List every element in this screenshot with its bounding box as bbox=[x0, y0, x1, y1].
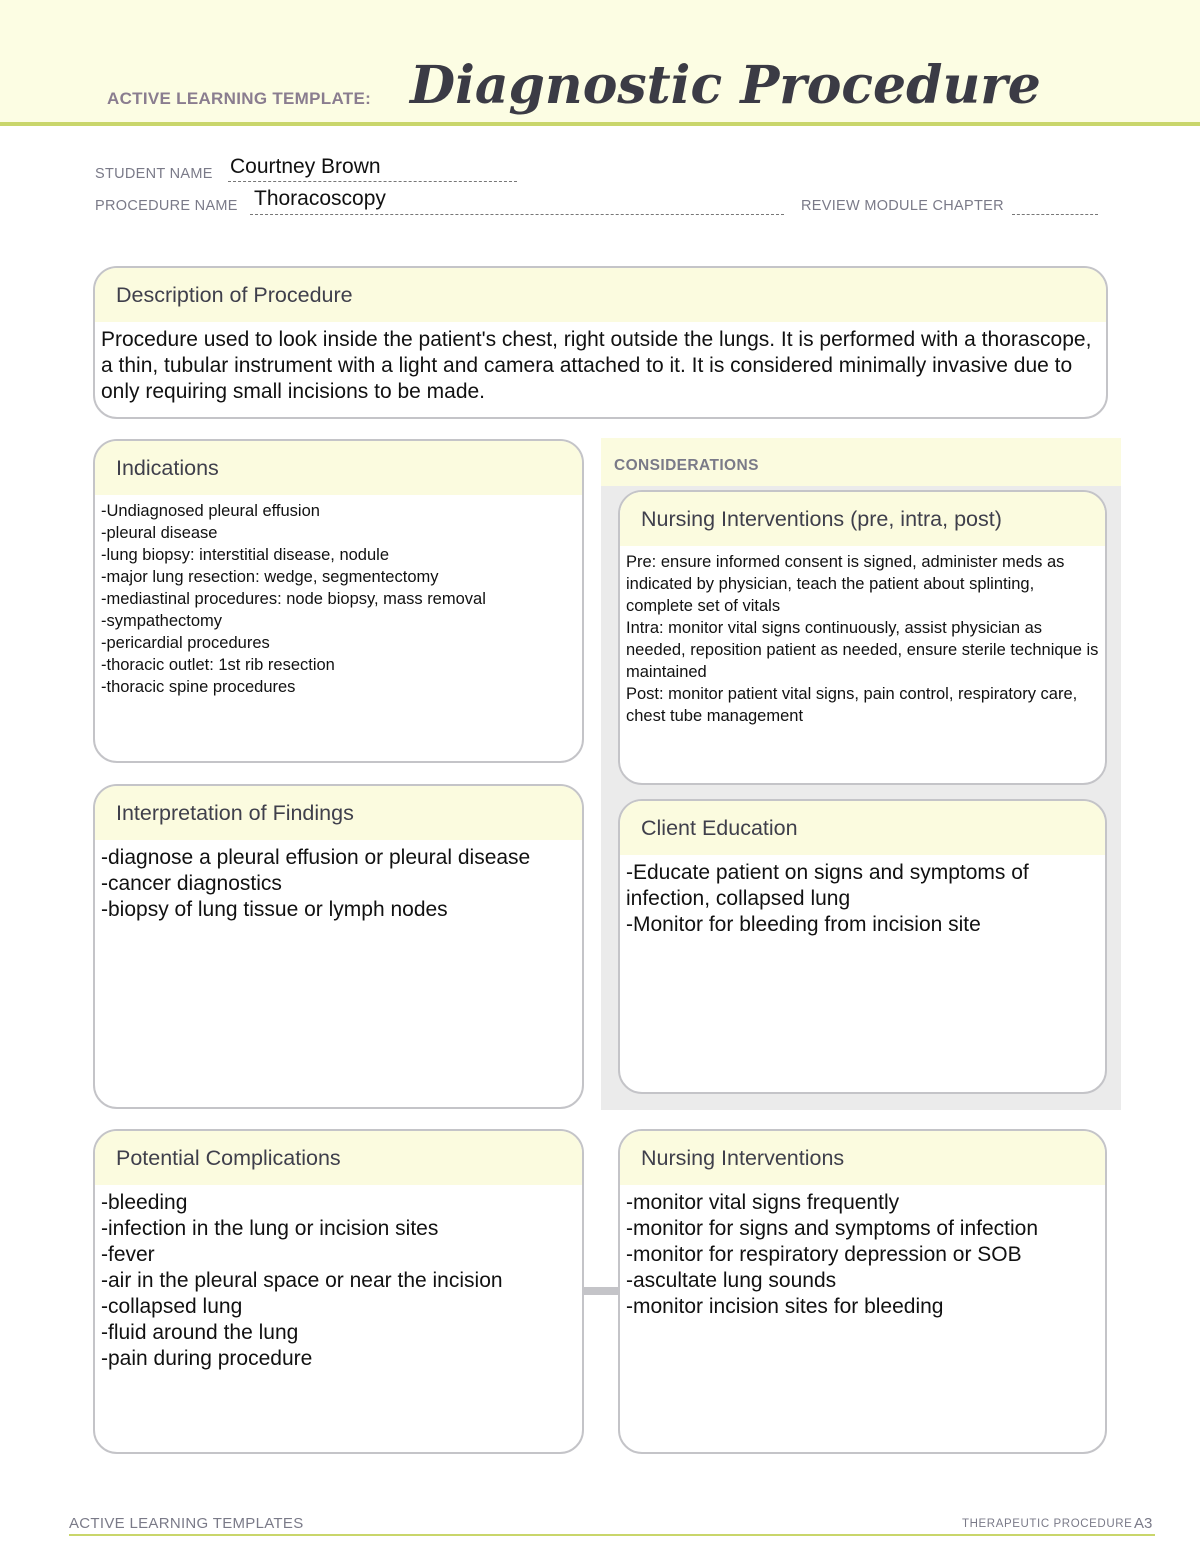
header-divider bbox=[0, 122, 1200, 126]
student-name-line bbox=[228, 181, 517, 182]
procedure-name-line bbox=[250, 214, 784, 215]
description-text[interactable]: Procedure used to look inside the patient's chest, right outside the lungs. It is performed with a thorascope, a thin, tubular instrument with a light and camera attached to it. It is considered minimally invasive due to only requiring small incisions to be made. bbox=[101, 328, 1092, 403]
nursing-pre-intra-post-title: Nursing Interventions (pre, intra, post) bbox=[620, 492, 1105, 546]
client-education-box bbox=[618, 799, 1107, 1094]
nursing-interventions-text[interactable]: -monitor vital signs frequently -monitor for signs and symptoms of infection -monitor for respiratory depression or SOB -ascultate lung sounds -monitor incision sites for bleeding bbox=[626, 1191, 1039, 1318]
template-label: ACTIVE LEARNING TEMPLATE: bbox=[107, 89, 372, 108]
indications-title: Indications bbox=[95, 441, 582, 495]
nursing-pre-intra-post-box bbox=[618, 490, 1107, 785]
nursing-pre-intra-post-text[interactable]: Pre: ensure informed consent is signed, administer meds as indicated by physician, teach the patient about splinting, complete set of vitals Intra: monitor vital signs continuously, assist physician as needed, reposition patient as needed, ensure sterile technique is maintained Post: monitor patient vital signs, pain control, respiratory care, chest tube management bbox=[626, 553, 1099, 725]
description-title: Description of Procedure bbox=[95, 268, 1106, 322]
footer-divider bbox=[69, 1534, 1155, 1536]
review-module-label: REVIEW MODULE CHAPTER bbox=[801, 198, 1004, 214]
client-education-title: Client Education bbox=[620, 801, 1105, 855]
procedure-name-field[interactable]: Thoracoscopy bbox=[254, 187, 386, 210]
complications-box bbox=[93, 1129, 584, 1454]
review-module-line bbox=[1012, 214, 1098, 215]
box-connector bbox=[584, 1287, 620, 1295]
footer-page: A3 bbox=[1134, 1515, 1153, 1532]
complications-title: Potential Complications bbox=[95, 1131, 582, 1185]
procedure-name-label: PROCEDURE NAME bbox=[95, 198, 238, 214]
interpretation-text[interactable]: -diagnose a pleural effusion or pleural disease -cancer diagnostics -biopsy of lung tissue or lymph nodes bbox=[101, 846, 531, 921]
interpretation-box bbox=[93, 784, 584, 1109]
student-name-label: STUDENT NAME bbox=[95, 166, 213, 182]
footer-left: ACTIVE LEARNING TEMPLATES bbox=[69, 1515, 304, 1532]
template-title: Diagnostic Procedure bbox=[410, 55, 1041, 116]
interpretation-title: Interpretation of Findings bbox=[95, 786, 582, 840]
nursing-interventions-title: Nursing Interventions bbox=[620, 1131, 1105, 1185]
student-name-field[interactable]: Courtney Brown bbox=[230, 155, 381, 178]
indications-box bbox=[93, 439, 584, 763]
client-education-text[interactable]: -Educate patient on signs and symptoms of infection, collapsed lung -Monitor for bleeding from incision site bbox=[626, 861, 1029, 936]
considerations-title: CONSIDERATIONS bbox=[614, 457, 759, 474]
complications-text[interactable]: -bleeding -infection in the lung or incision sites -fever -air in the pleural space or near the incision -collapsed lung -fluid around the lung -pain during procedure bbox=[101, 1191, 503, 1370]
description-box bbox=[93, 266, 1108, 419]
nursing-interventions-box bbox=[618, 1129, 1107, 1454]
indications-text[interactable]: -Undiagnosed pleural effusion -pleural disease -lung biopsy: interstitial disease, nodule -major lung resection: wedge, segmentectomy -mediastinal procedures: node biopsy, mass removal -sympathectomy -pericardial procedures -thoracic outlet: 1st rib resection -thoracic spine procedures bbox=[101, 502, 486, 696]
footer-right: THERAPEUTIC PROCEDURE bbox=[962, 1518, 1133, 1530]
